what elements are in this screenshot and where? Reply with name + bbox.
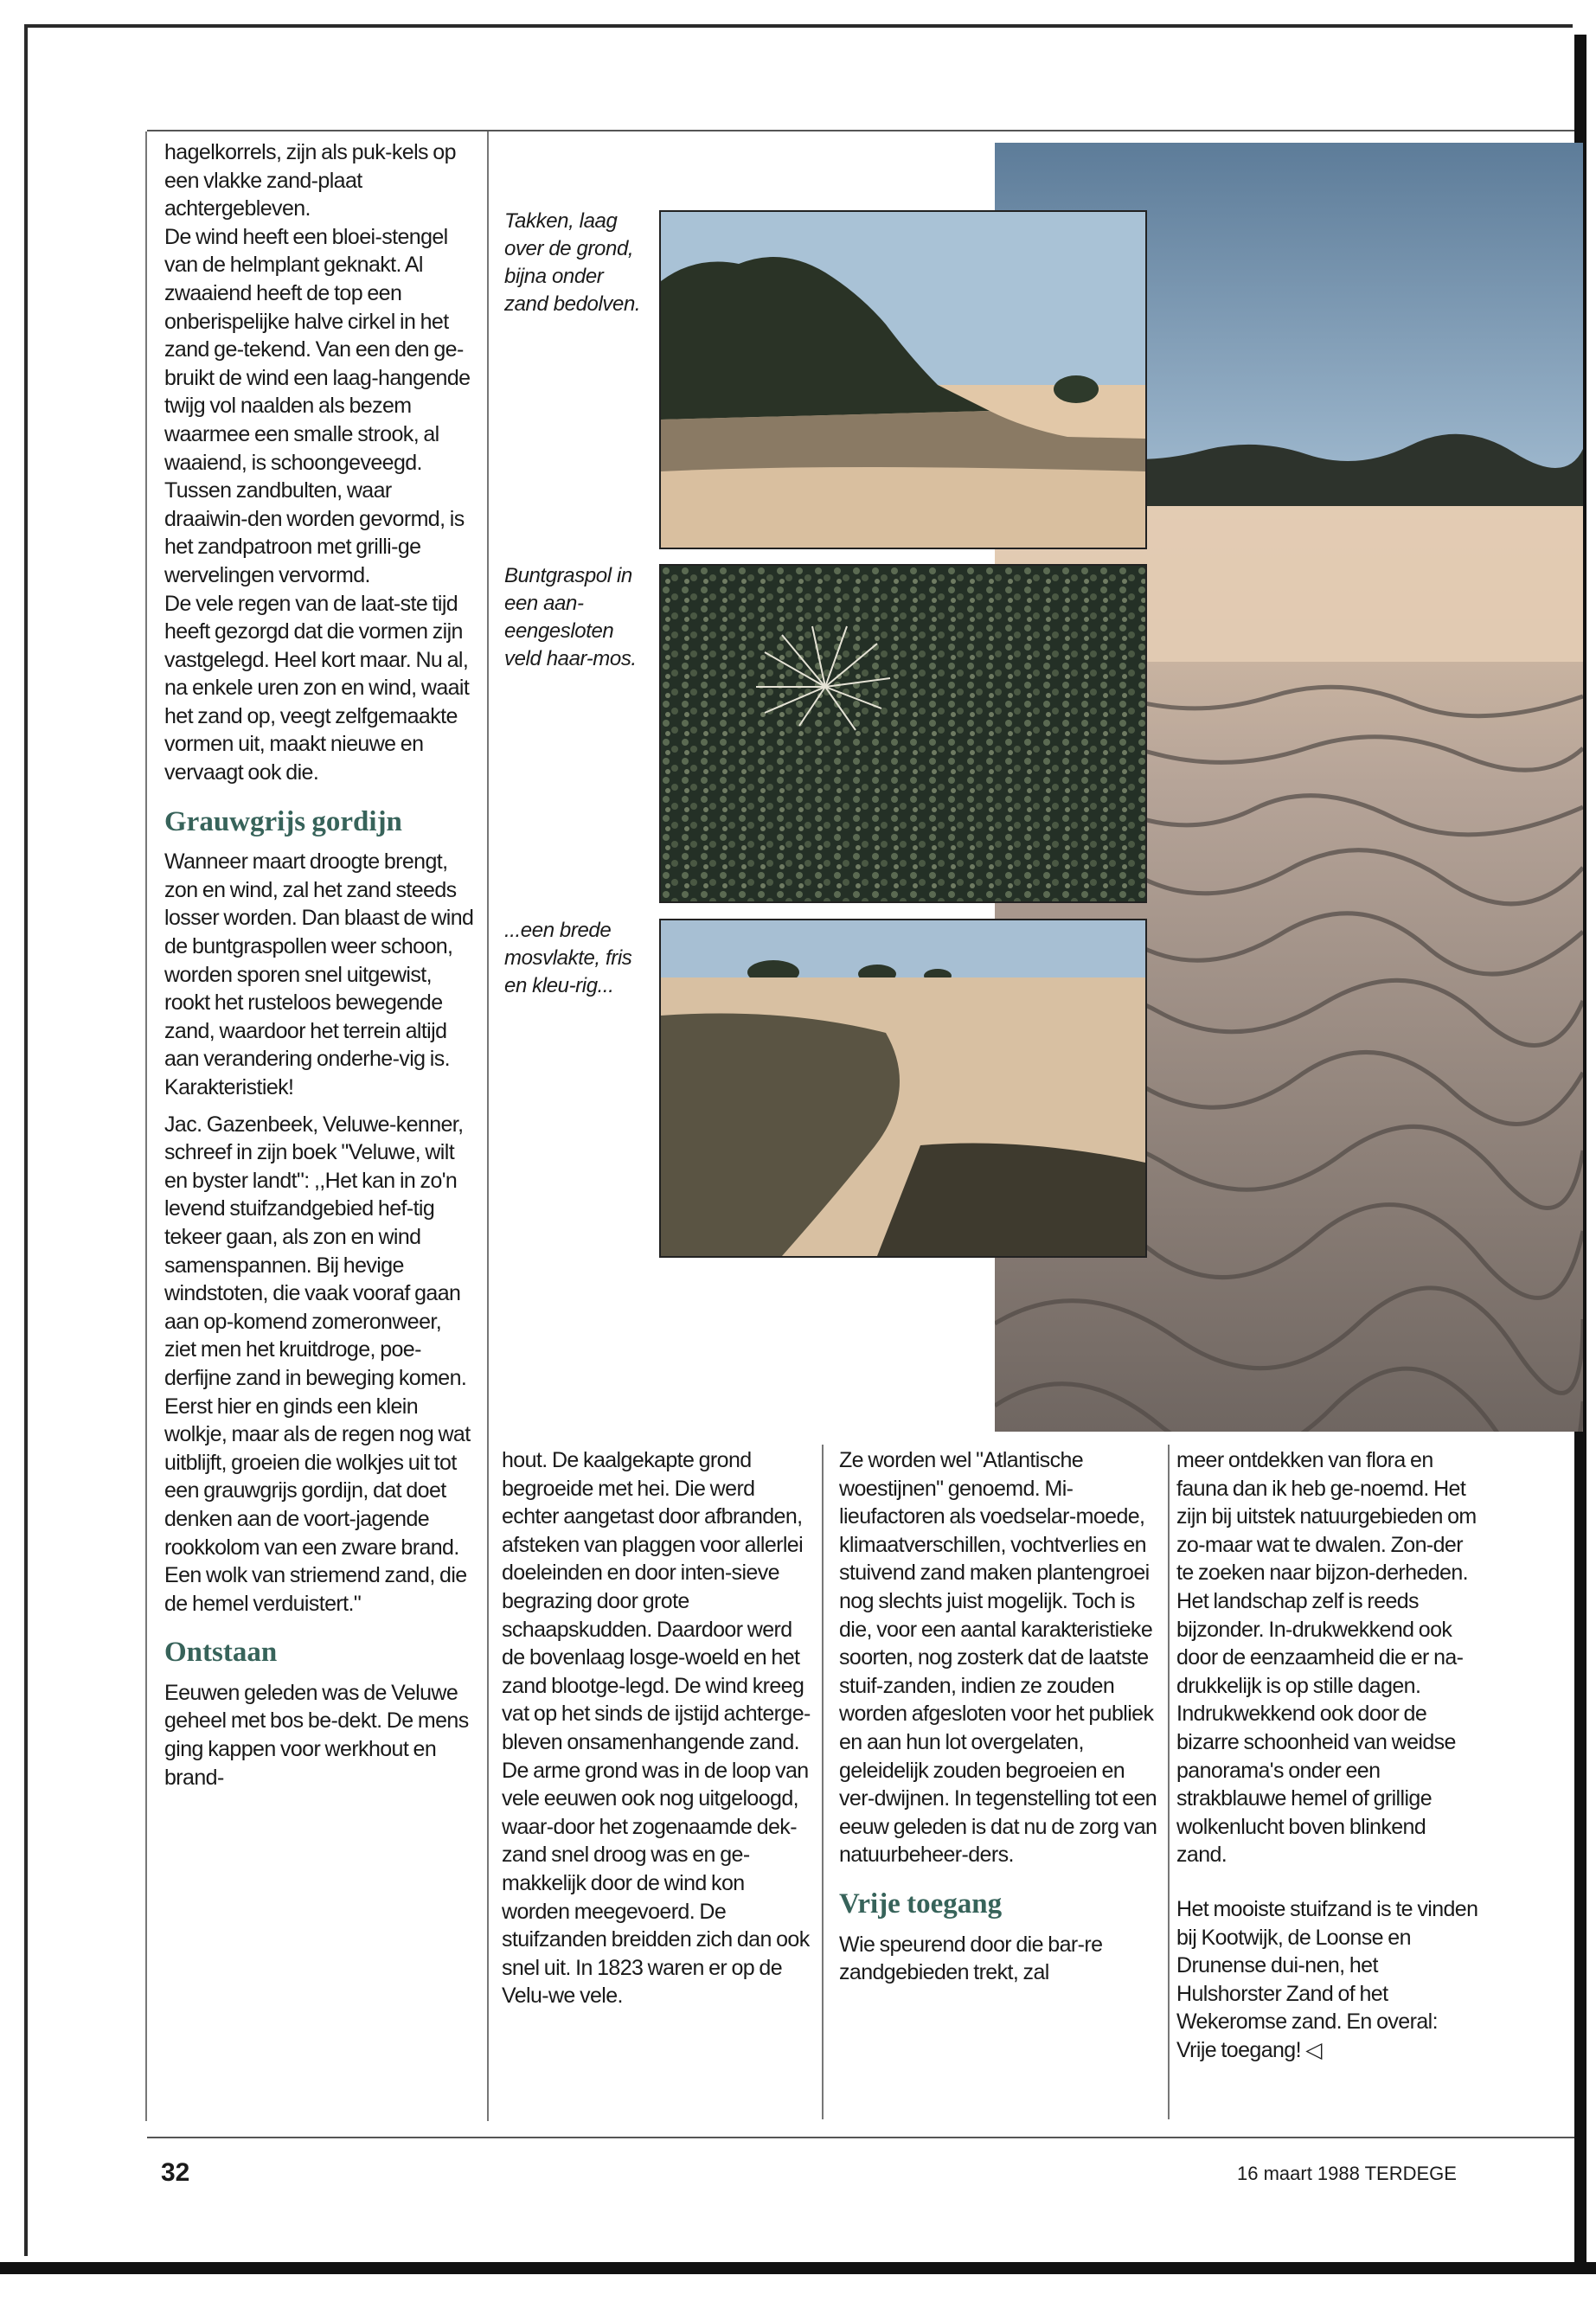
page-border-top [24, 24, 1573, 28]
caption-buntgraspol: Buntgraspol in een aan-eengesloten veld haar-mos. [504, 564, 637, 670]
heading-vrije-toegang: Vrije toegang [839, 1888, 1003, 1920]
column-rule-3 [1168, 1445, 1170, 2119]
caption-mosvlakte: ...een brede mosvlakte, fris en kleu-rig... [504, 919, 632, 997]
column-rule-2 [822, 1445, 824, 2119]
col3-paragraph-1: Ze worden wel "Atlantische woestijnen" genoemd. Mi-lieufactoren als voedselar-moede, klimaatverschillen, vochtverlies en stuivend zand maken plantengroei nog slechts juist mogelijk. Toch is die, voor een aantal karakteristieke soorten, nog zosterk dat de laatste stuif-zanden, indien ze zouden worden afgesloten voor het publiek en aan hun lot overgelaten, geleidelijk zouden begroeien en ver-dwijnen. In tegenstelling tot een eeuw geleden is dat nu de zorg van natuurbeheer-ders. [839, 1448, 1157, 1868]
top-rule [147, 130, 1574, 131]
heading-grauwgrijs-gordijn: Grauwgrijs gordijn [164, 805, 402, 837]
col4-paragraph-1: meer ontdekken van flora en fauna dan ik heb ge-noemd. Het zijn bij uitstek natuurgebieden om zo-maar wat te dwalen. Zon-der te zoeken naar bijzon-derheden. Het landschap zelf is reeds bijzonder. In-drukwekkend ook door de eenzaamheid die er na-drukkelijk is op stille dagen. Indrukwekkend ook door de bizarre schoonheid van weidse panorama's onder een strakblauwe hemel of grillige wolkenlucht boven blinkend zand. [1176, 1448, 1477, 1868]
col1-paragraph-5: Jac. Gazenbeek, Veluwe-kenner, schreef in zijn boek "Veluwe, wilt en byster landt": ,,Het kan in zo'n levend stuifzandgebied hef-tig tekeer gaan, als zon en wind samenspannen. Bij hevige windstoten, die vaak vooraf gaan aan op-komend zomeronweer, ziet men het kruitdroge, poe-derfijne zand in beweging komen. Eerst hier en ginds een klein wolkje, maar als de regen nog wat uitblijft, groeien die wolkjes uit tot een grauwgrijs gordijn, dat doet denken aan de voort-jagende rookkolom van een zware brand. Een wolk van striemend zand, die de hemel verduistert." [164, 1112, 471, 1616]
issue-date: 16 maart 1988 TERDEGE [1237, 2163, 1457, 2184]
col1-paragraph-1: hagelkorrels, zijn als puk-kels op een vlakke zand-plaat achtergebleven. [164, 140, 456, 221]
col3-paragraph-2: Wie speurend door die bar-re zandgebieden trekt, zal [839, 1932, 1103, 1985]
col2-paragraph-1: hout. De kaalgekapte grond begroeide met hei. Die werd echter aangetast door afbranden, afsteken van plaggen voor allerlei doeleinden en door inten-sieve begrazing door grote schaapskudden. Daardoor werd de bovenlaag losge-woeld en het zand blootge-legd. De wind kreeg vat op het sinds de ijstijd achterge-bleven onsamenhangende zand. De arme grond was in de loop van vele eeuwen ook nog uitgeloogd, waar-door het zogenaamde dek-zand snel droog was en ge-makkelijk door de wind kon worden meegevoerd. De stuifzanden breidden zich dan ook snel uit. In 1823 waren er op de Velu-we vele. [502, 1448, 811, 2009]
column-1 [164, 138, 476, 1800]
column-rule-1 [487, 131, 489, 2121]
col1-paragraph-3: De vele regen van de laat-ste tijd heeft gezorgd dat die vormen zijn vastgelegd. Heel kort maar. Nu al, na enkele uren zon en wind, waait het zand op, veegt zelfgemaakte vormen uit, maakt nieuwe en vervaagt ook die. [164, 591, 470, 785]
col1-paragraph-2: De wind heeft een bloei-stengel van de helmplant geknakt. Al zwaaiend heeft de top een onberispelijke halve cirkel in het zand ge-tekend. Van een den ge-bruikt de wind een laag-hangende twijg vol naalden als bezem waarmee een smalle strook, al waaiend, is schoongeveegd. Tussen zandbulten, waar draaiwin-den worden gevormd, is het zandpatroon met grilli-ge wervelingen vervormd. [164, 224, 471, 587]
page-number: 32 [161, 2158, 190, 2187]
col1-paragraph-6: Eeuwen geleden was de Veluwe geheel met bos be-dekt. De mens ging kappen voor werkhout en brand- [164, 1680, 469, 1790]
photo-buntgraspol-moss [659, 564, 1147, 903]
column-3 [839, 1446, 1159, 1996]
heading-ontstaan: Ontstaan [164, 1637, 278, 1669]
caption-takken: Takken, laag over de grond, bijna onder zand bedolven. [504, 209, 641, 316]
column-2 [502, 1446, 813, 2019]
column-4 [1176, 1446, 1479, 2073]
col4-paragraph-2: Het mooiste stuifzand is te vinden bij Kootwijk, de Loonse en Drunense dui-nen, het Hulshorster Zand of het Wekeromse zand. En overal: Vrije toegang! ◁ [1176, 1896, 1478, 2062]
page-border-left [24, 24, 28, 2256]
page-border-bottom [0, 2262, 1596, 2274]
column-rule-left [145, 131, 147, 2121]
col1-paragraph-4: Wanneer maart droogte brengt, zon en wind, zal het zand steeds losser worden. Dan blaast de wind de buntgraspollen weer schoon, worden sporen snel uitgewist, rookt het rusteloos bewegende zand, waardoor het terrein altijd aan verandering onderhe-vig is. Karakteristiek! [164, 849, 474, 1099]
photo-mosvlakte [659, 919, 1147, 1258]
photo-tree-dune [659, 210, 1147, 549]
bottom-rule [147, 2137, 1574, 2138]
